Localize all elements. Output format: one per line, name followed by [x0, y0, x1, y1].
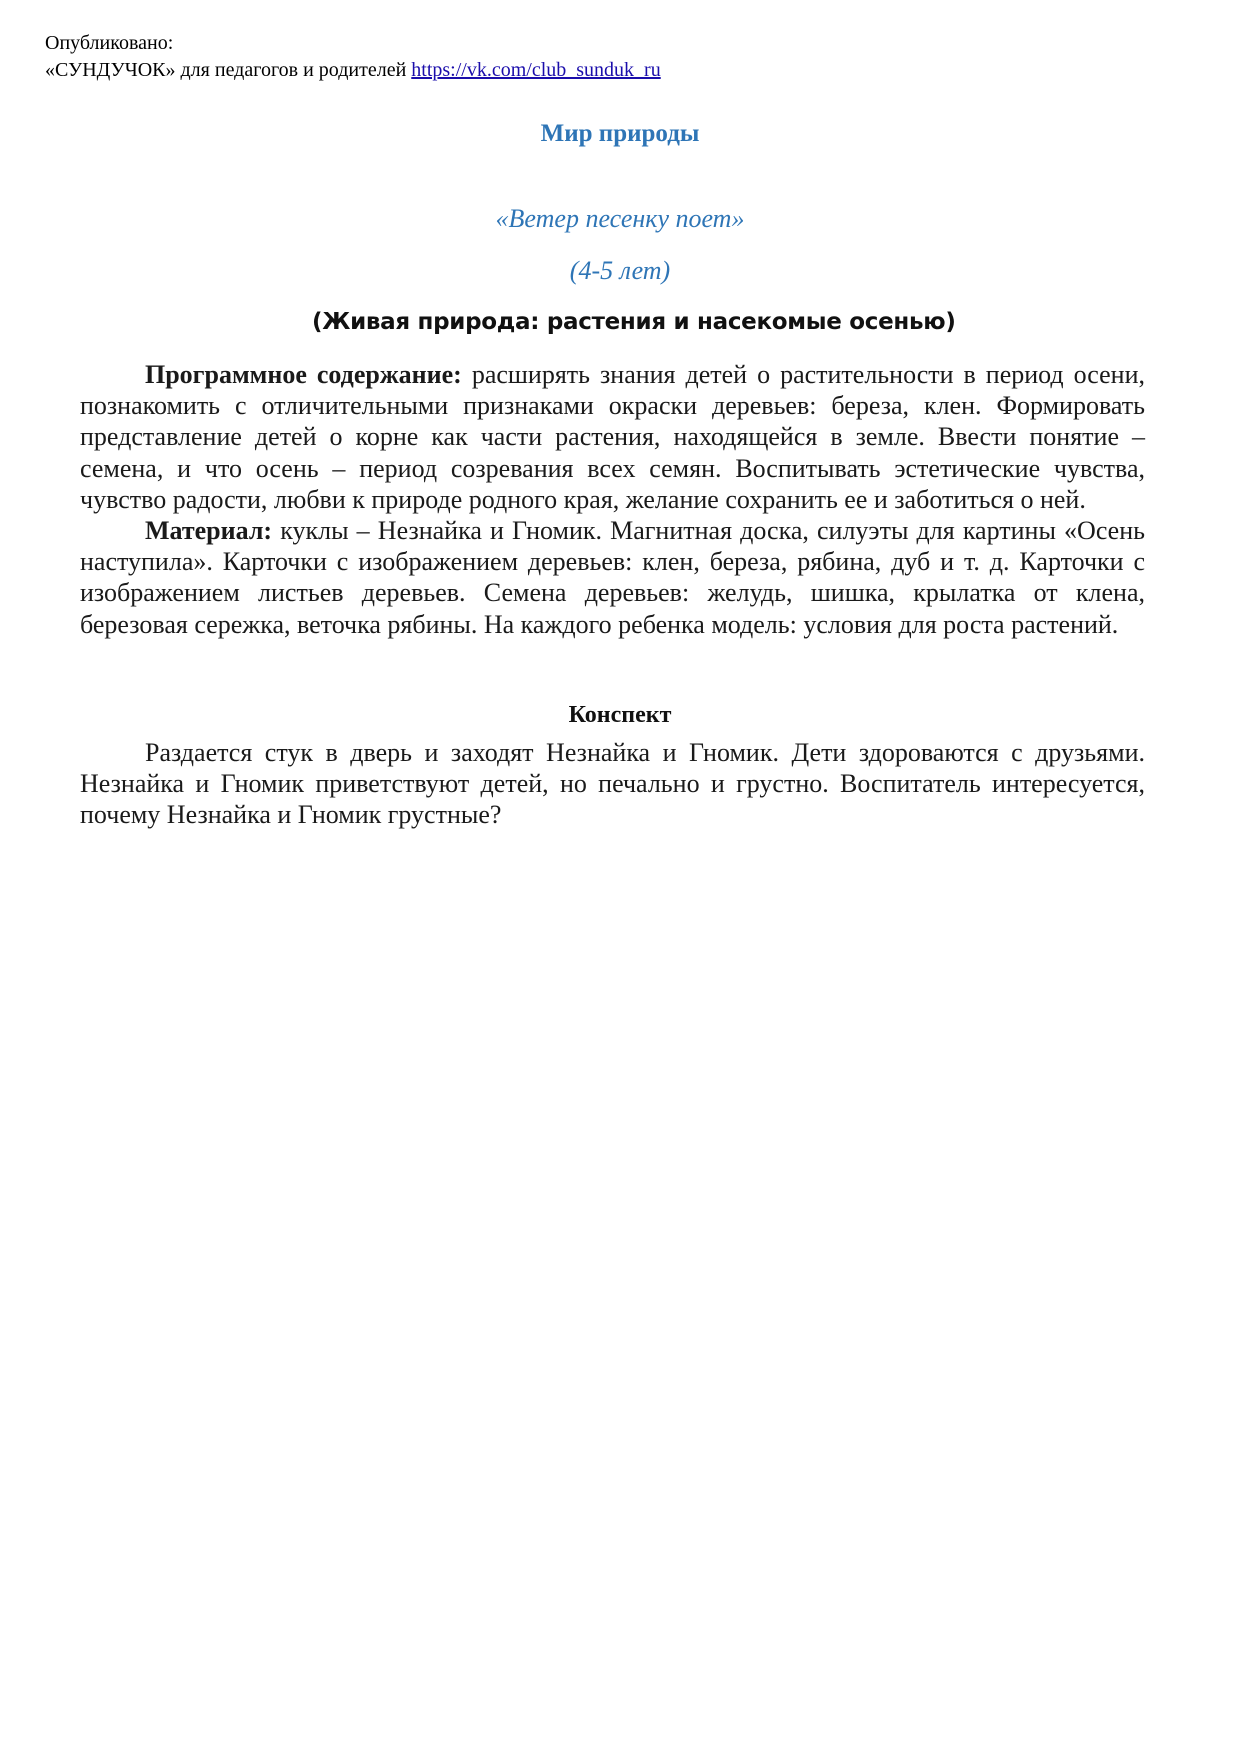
lesson-title: «Ветер песенку поет» [495, 204, 745, 233]
program-label: Программное содержание: [145, 360, 462, 389]
conspect-text: Раздается стук в дверь и заходят Незнайка и Гномик. Дети здороваются с друзьями. Незнайка и Гномик приветствуют детей, но печально и грустно. Воспитатель интересуется, почему Незнайка и Гномик грустные? [80, 738, 1145, 830]
program-text: расширять знания детей о растительности в период осени, познакомить с отличительными признаками окраски деревьев: береза, клен. Формировать представление детей о корне как части растения, находящейся в земле. Ввести понятие – семена, и что осень – период созревания всех семян. Воспитывать эстетические чувства, чувство радости, любви к природе родного края, желание сохранить ее и заботиться о ней. [80, 360, 1145, 514]
section-title: Мир природы [540, 120, 700, 147]
topic-heading: (Живая природа: растения и насекомые осенью) [312, 309, 956, 335]
program-paragraph [80, 359, 1145, 515]
vk-link[interactable]: https://vk.com/club_sunduk_ru [411, 59, 661, 81]
material-text: куклы – Незнайка и Гномик. Магнитная доска, силуэты для картины «Осень наступила». Карточки с изображением деревьев: клен, береза, рябина, дуб и т. д. Карточки с изображением листьев деревьев. Семена деревьев: желудь, шишка, крылатка от клена, березовая сережка, веточка рябины. На каждого ребенка модель: условия для роста растений. [80, 516, 1145, 639]
age-range: (4-5 лет) [569, 256, 671, 285]
conspect-paragraph [80, 737, 1145, 831]
publisher-line [45, 57, 661, 84]
published-label: Опубликовано: [45, 32, 174, 54]
material-label: Материал: [145, 516, 273, 545]
publisher-name: «СУНДУЧОК» для педагогов и родителей [45, 59, 412, 81]
publisher-note [45, 30, 661, 84]
material-paragraph [80, 515, 1145, 640]
conspect-heading: Конспект [568, 702, 672, 728]
